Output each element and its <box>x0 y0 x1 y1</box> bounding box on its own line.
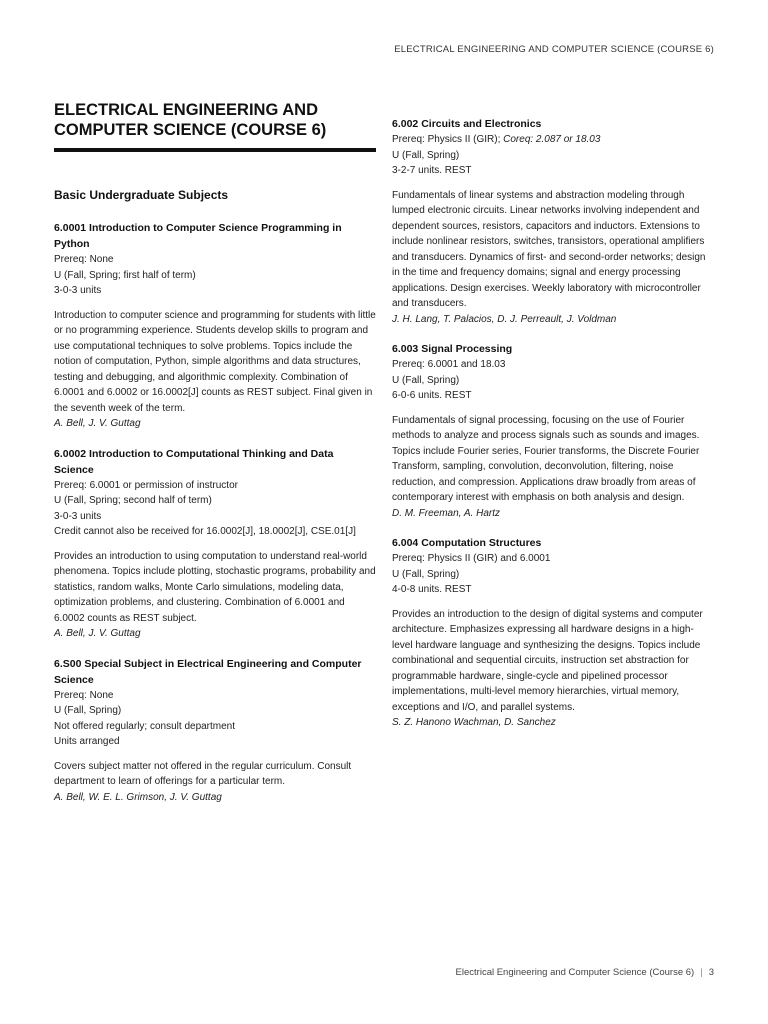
department-title: ELECTRICAL ENGINEERING AND COMPUTER SCIENCE (COURSE 6) <box>54 100 376 152</box>
subject-prereq: Prereq: None <box>54 254 114 265</box>
subject-prereq: Prereq: Physics II (GIR) and 6.0001 <box>392 553 551 564</box>
subject-terms: U (Fall, Spring; first half of term) <box>54 269 196 281</box>
page-footer <box>456 967 714 978</box>
subject-description: Provides an introduction to the design of digital systems and computer architecture. Emphasizes expressing all hardware designs in a high-level hardware language and synthesizing the designs. Topics include combinational and sequential circuits, instruction set abstraction for programmable hardware, single-cycle and pipelined processor implementations, multi-level memory hierarchies, virtual memory, exceptions and I/O, and parallel systems. <box>392 608 703 713</box>
subject-6-003 <box>392 341 714 521</box>
subject-staff: A. Bell, W. E. L. Grimson, J. V. Guttag <box>54 791 222 803</box>
subject-credit-note: Credit cannot also be received for 16.0002[J], 18.0002[J], CSE.01[J] <box>54 526 356 537</box>
subject-prereq-line <box>392 132 714 148</box>
subject-6-002 <box>392 116 714 327</box>
footer-title: Electrical Engineering and Computer Science (Course 6) <box>455 967 695 978</box>
subject-prereq: Prereq: None <box>54 689 114 701</box>
subject-coreq: Coreq: 2.087 or 18.03 <box>503 134 601 145</box>
right-column <box>392 116 714 745</box>
subject-title: 6.0001 Introduction to Computer Science Programming in Python <box>54 222 342 250</box>
subject-terms: U (Fall, Spring; second half of term) <box>54 495 212 506</box>
subject-description: Introduction to computer science and programming for students with little or no programming experience. Students develop skills to program and use computational techniques to solve problems. Topics include the notion of computation, Python, simple algorithms and data structures, testing and debugging, and algorithmic complexity. Combination of 6.0001 and 6.0002 or 16.0002[J] counts as REST subject. Final given in the seventh week of the term. <box>54 309 376 414</box>
subject-terms: U (Fall, Spring) <box>392 149 460 161</box>
subject-title: 6.003 Signal Processing <box>392 343 513 355</box>
subject-description: Fundamentals of signal processing, focusing on the use of Fourier methods to analyze and process signals such as sounds and images. Topics include Fourier series, Fourier transforms, the Discrete Fourier Transform, sampling, convolution, deconvolution, filtering, noise reduction, and compression. Applications draw broadly from areas of contemporary interest with emphasis on both analysis and design. <box>392 414 700 503</box>
page-number: 3 <box>708 967 714 978</box>
subject-6-0001 <box>54 220 376 432</box>
subject-title: 6.0002 Introduction to Computational Thinking and Data Science <box>54 447 334 476</box>
section-heading: Basic Undergraduate Subjects <box>54 188 229 202</box>
subject-units: 4-0-8 units. REST <box>392 584 472 595</box>
subject-staff: A. Bell, J. V. Guttag <box>54 418 141 429</box>
left-column <box>54 100 376 819</box>
subject-title: 6.S00 Special Subject in Electrical Engineering and Computer Science <box>54 657 362 686</box>
subject-units: 6-0-6 units. REST <box>392 390 472 401</box>
subject-staff: S. Z. Hanono Wachman, D. Sanchez <box>392 717 556 728</box>
subject-units: Units arranged <box>54 736 120 747</box>
subject-6-0002 <box>54 446 376 642</box>
subject-6-s00 <box>54 656 376 806</box>
subject-staff: J. H. Lang, T. Palacios, D. J. Perreault, J. Voldman <box>392 313 617 325</box>
subject-description: Provides an introduction to using computation to understand real-world phenomena. Topics include plotting, stochastic programs, probability and statistics, random walks, Monte Carlo simulations, modeling data, optimization problems, and clustering. Combination of 6.0001 and 6.0002 counts as REST subject. <box>54 550 376 624</box>
subject-6-004 <box>392 535 714 731</box>
subject-title: 6.004 Computation Structures <box>392 537 542 549</box>
subject-title: 6.002 Circuits and Electronics <box>392 118 542 130</box>
subject-prereq: Prereq: 6.0001 and 18.03 <box>392 359 506 370</box>
subject-offering-note: Not offered regularly; consult department <box>54 720 236 732</box>
subject-terms: U (Fall, Spring) <box>54 705 122 716</box>
subject-units: 3-0-3 units <box>54 510 102 522</box>
running-head: ELECTRICAL ENGINEERING AND COMPUTER SCIENCE (COURSE 6) <box>394 44 714 55</box>
subject-terms: U (Fall, Spring) <box>392 568 460 580</box>
subject-terms: U (Fall, Spring) <box>392 374 460 386</box>
subject-description: Fundamentals of linear systems and abstraction modeling through lumped electronic circuits. Linear networks involving independent and dependent sources, resistors, capacitors and inductors. Extensions to include nonlinear resistors, switches, transistors, operational amplifiers and transducers. Dynamics of first- and second-order networks; design in the time and frequency domains; signal and energy processing applications. Design exercises. Weekly laboratory with microcontroller and transducers. <box>392 189 706 309</box>
subject-units: 3-2-7 units. REST <box>392 165 472 176</box>
subject-prereq: Prereq: 6.0001 or permission of instructor <box>54 479 238 491</box>
footer-separator: | <box>700 967 703 978</box>
subject-prereq: Prereq: Physics II (GIR); <box>392 134 501 145</box>
subject-description: Covers subject matter not offered in the regular curriculum. Consult department to learn of offerings for a particular term. <box>54 760 352 787</box>
subject-units: 3-0-3 units <box>54 285 102 296</box>
subject-staff: A. Bell, J. V. Guttag <box>54 628 141 639</box>
subject-staff: D. M. Freeman, A. Hartz <box>392 507 500 519</box>
